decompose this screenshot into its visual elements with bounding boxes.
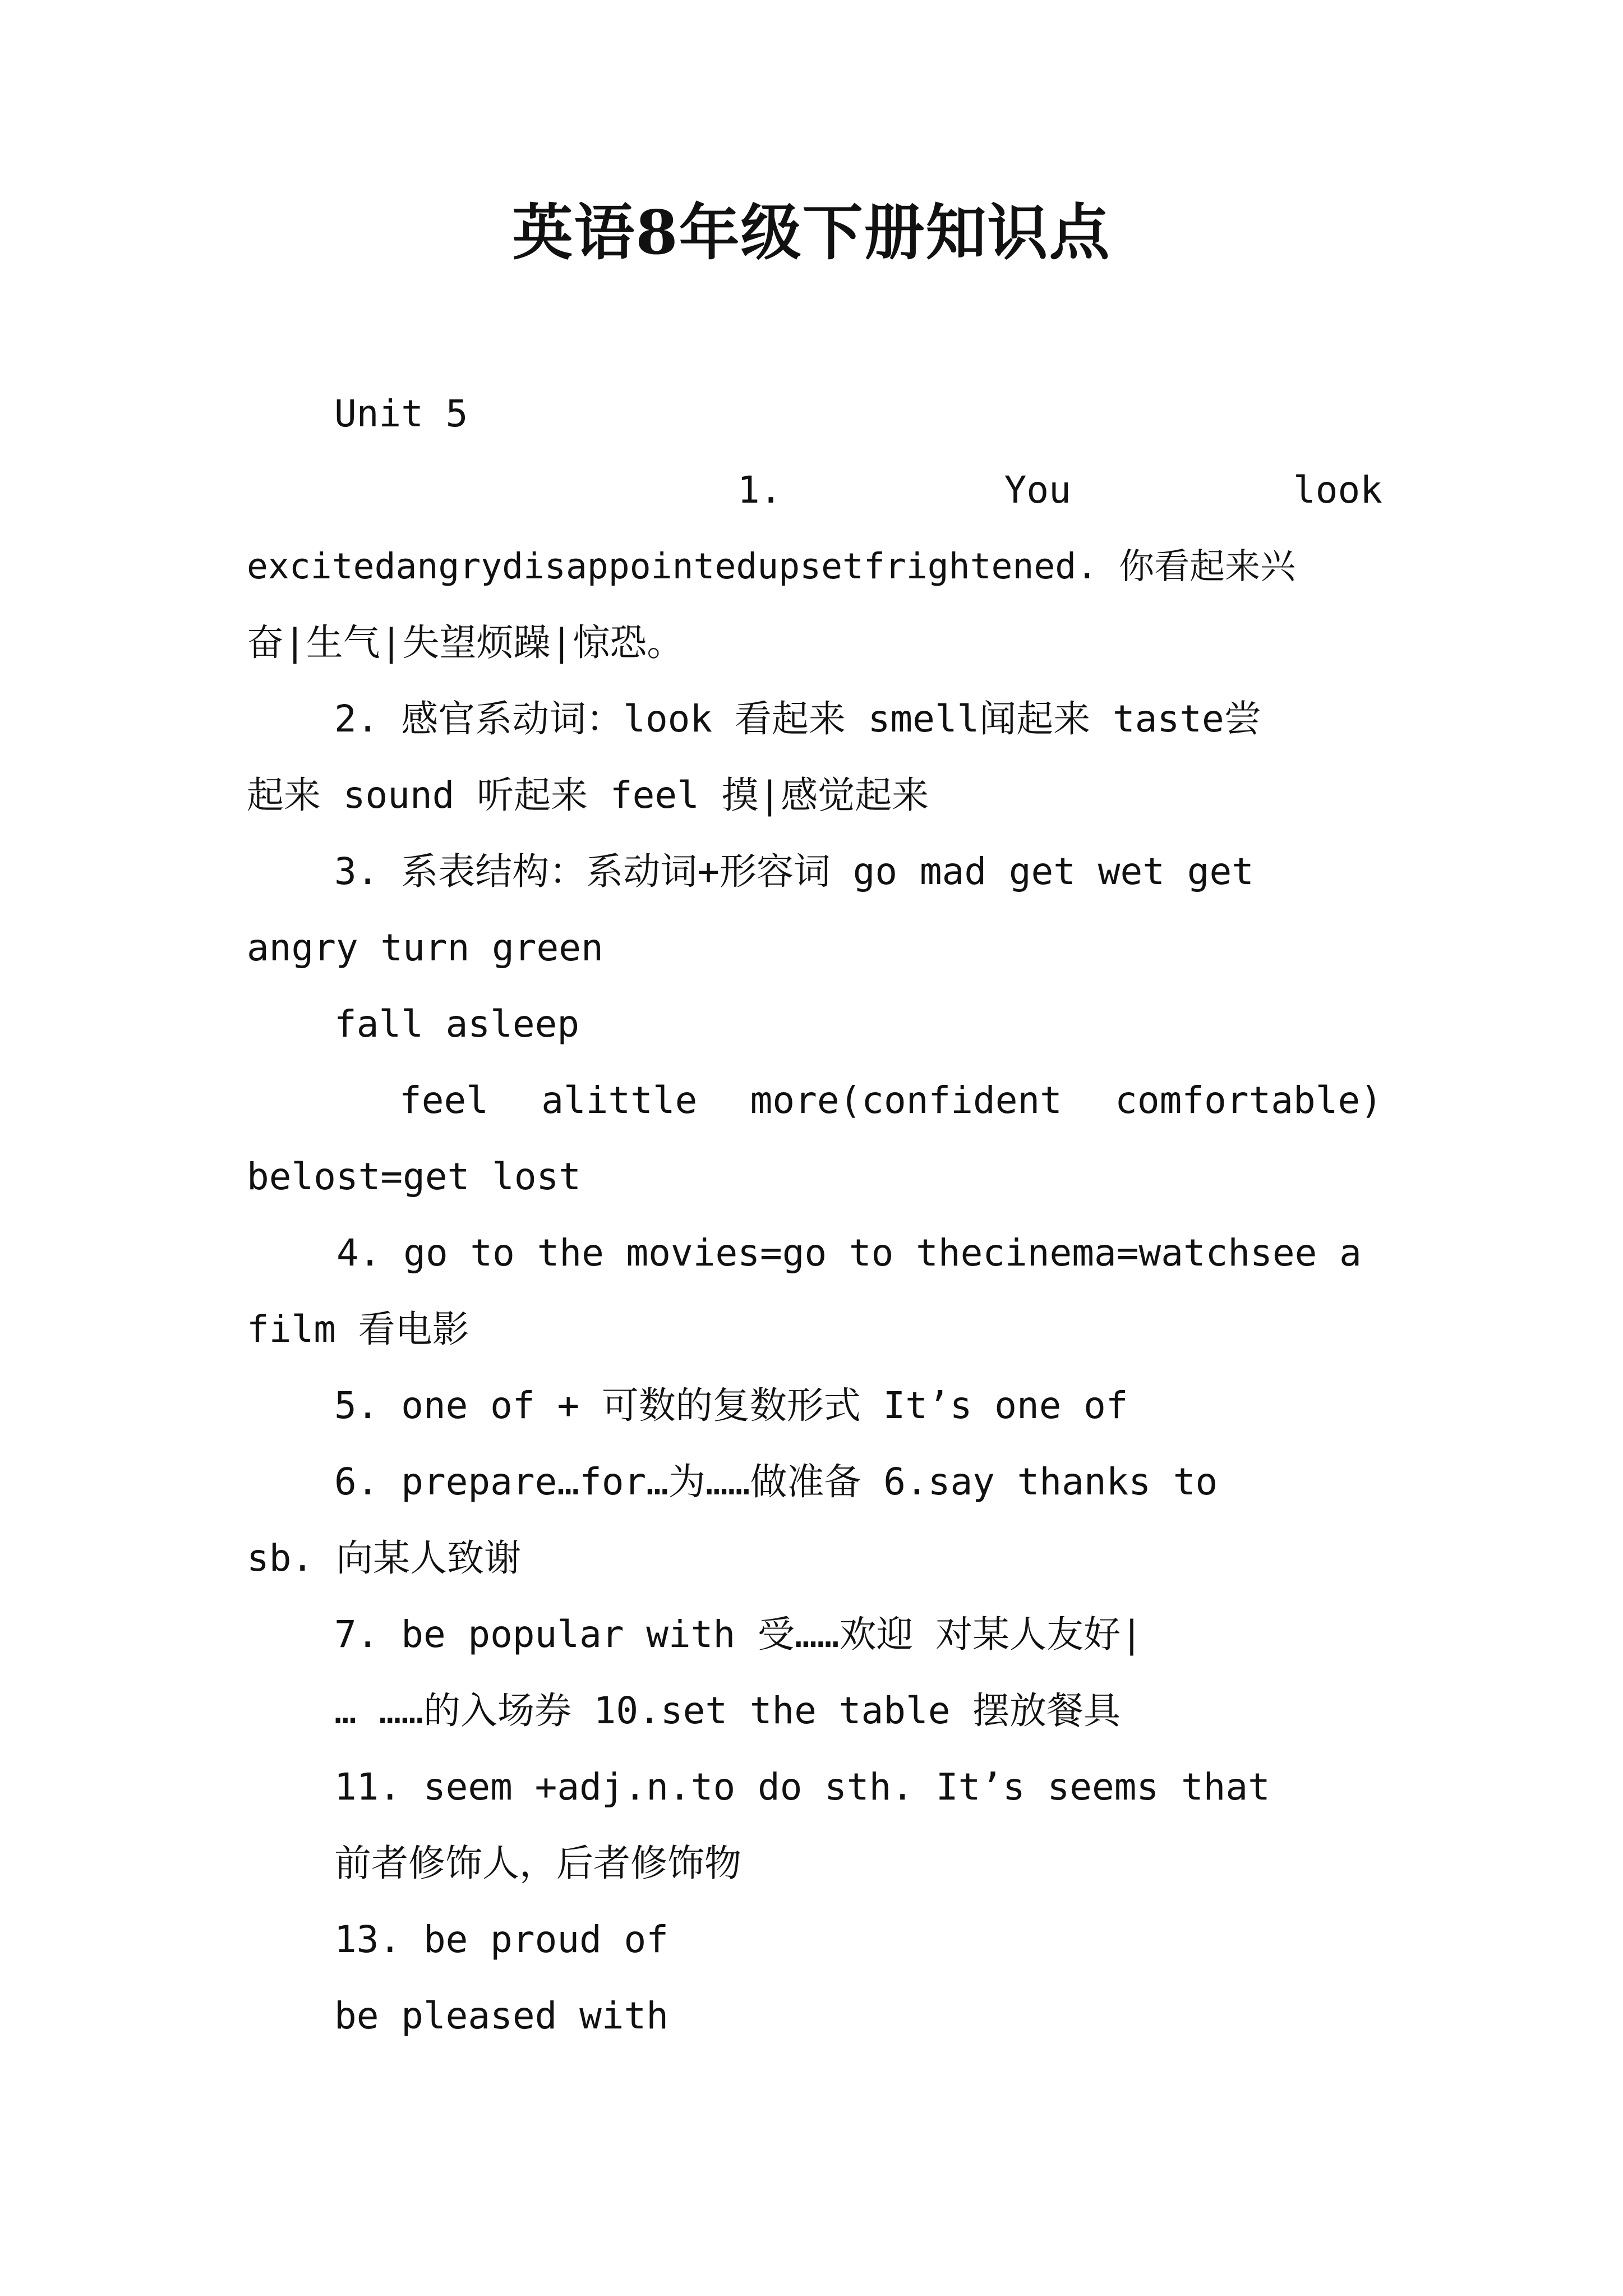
text-fragment: 1.: [737, 468, 782, 512]
text-line-21: be pleased with: [334, 1994, 669, 2037]
text-line-1: [247, 452, 1382, 528]
text-line-17: … ……的入场券 10.set the table 摆放餐具: [334, 1689, 1121, 1732]
text-line-13: 5. one of + 可数的复数形式 It’s one of: [334, 1384, 1128, 1427]
text-line-8: fall asleep: [334, 1002, 580, 1046]
text-line-9: [247, 1062, 1382, 1139]
text-fragment: feel: [399, 1079, 488, 1122]
text-line-18: 11. seem +adj.n.to do sth. It’s seems that: [334, 1765, 1270, 1809]
text-line-5: 起来 sound 听起来 feel 摸|感觉起来: [247, 774, 929, 817]
text-line-15: sb. 向某人致谢: [247, 1536, 521, 1580]
text-line-12: film 看电影: [247, 1308, 469, 1351]
document-title: 英语8年级下册知识点: [512, 197, 1111, 268]
text-line-20: 13. be proud of: [334, 1918, 669, 1961]
text-line-7: angry turn green: [247, 926, 603, 969]
text-fragment: comfortable): [1115, 1079, 1382, 1122]
text-fragment: look: [1293, 468, 1382, 512]
text-line-10: belost=get lost: [247, 1155, 582, 1198]
text-fragment: more(confident: [750, 1079, 1062, 1122]
text-line-16: 7. be popular with 受……欢迎 对某人友好|: [334, 1613, 1143, 1656]
text-line-14: 6. prepare…for…为……做准备 6.say thanks to: [334, 1460, 1218, 1503]
text-line-2: excitedangrydisappointedupsetfrightened. 你看起来兴: [247, 546, 1296, 587]
text-line-6: 3. 系表结构：系动词+形容词 go mad get wet get: [334, 850, 1254, 893]
text-fragment: alittle: [541, 1079, 698, 1122]
text-line-4: 2. 感官系动词：look 看起来 smell闻起来 taste尝: [334, 697, 1261, 740]
text-line-19: 前者修饰人，后者修饰物: [334, 1842, 741, 1885]
text-line-11: 4. go to the movies=go to thecinema=watchsee a: [336, 1231, 1362, 1274]
text-line-3: 奋|生气|失望烦躁|惊恐。: [247, 621, 684, 664]
unit-heading: Unit 5: [334, 392, 468, 435]
text-fragment: You: [1004, 468, 1071, 512]
document-body: [247, 376, 1382, 2054]
